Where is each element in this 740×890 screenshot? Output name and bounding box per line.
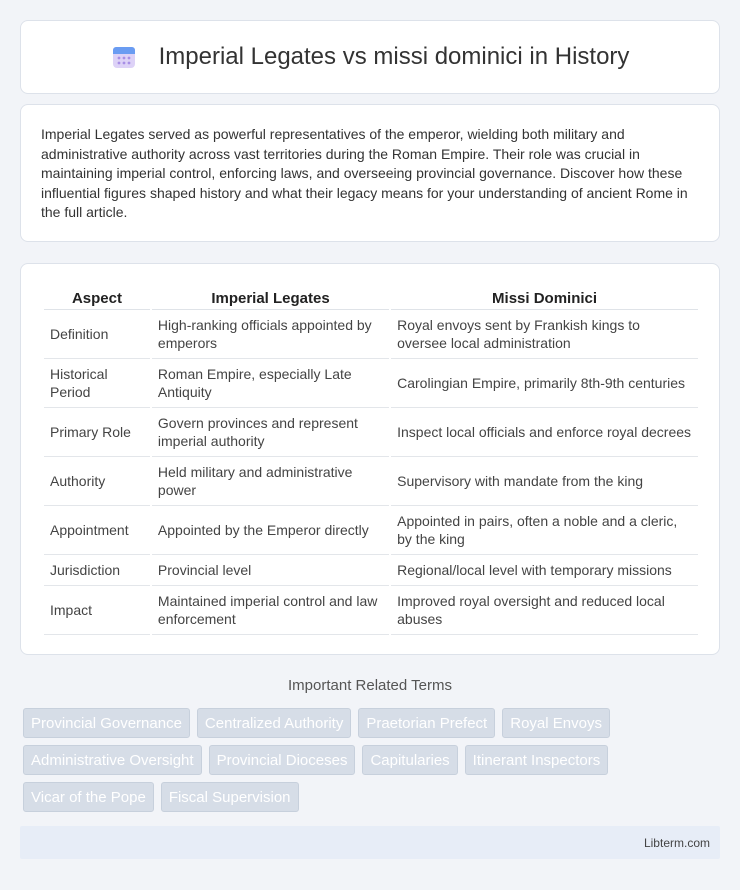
calendar-icon bbox=[111, 44, 137, 70]
table-row bbox=[44, 555, 698, 586]
table-header-row bbox=[44, 284, 698, 310]
table-row bbox=[44, 586, 698, 635]
tag-itinerant-inspectors[interactable]: Itinerant Inspectors bbox=[465, 745, 609, 775]
row-aspect: Historical Period bbox=[44, 359, 150, 408]
page-title: Imperial Legates vs missi dominici in History bbox=[158, 43, 630, 70]
row-imperial-legates: Appointed by the Emperor directly bbox=[152, 506, 389, 555]
footer-site-link[interactable]: Libterm.com bbox=[643, 836, 710, 850]
tag-royal-envoys[interactable]: Royal Envoys bbox=[502, 708, 610, 738]
comparison-table-card bbox=[20, 263, 720, 655]
tag-vicar-of-the-pope[interactable]: Vicar of the Pope bbox=[23, 782, 154, 812]
row-imperial-legates: Maintained imperial control and law enforcement bbox=[152, 586, 389, 635]
table-row bbox=[44, 506, 698, 555]
table-row bbox=[44, 408, 698, 457]
row-imperial-legates: Held military and administrative power bbox=[152, 457, 389, 506]
comparison-table bbox=[42, 284, 700, 635]
related-terms-list bbox=[23, 708, 723, 819]
row-missi-dominici: Carolingian Empire, primarily 8th-9th centuries bbox=[391, 359, 698, 408]
tag-praetorian-prefect[interactable]: Praetorian Prefect bbox=[358, 708, 495, 738]
table-row bbox=[44, 457, 698, 506]
row-aspect: Definition bbox=[44, 310, 150, 359]
tag-fiscal-supervision[interactable]: Fiscal Supervision bbox=[161, 782, 299, 812]
table-row bbox=[44, 310, 698, 359]
row-imperial-legates: High-ranking officials appointed by emperors bbox=[152, 310, 389, 359]
row-missi-dominici: Appointed in pairs, often a noble and a cleric, by the king bbox=[391, 506, 698, 555]
tag-provincial-dioceses[interactable]: Provincial Dioceses bbox=[209, 745, 356, 775]
row-missi-dominici: Inspect local officials and enforce royal decrees bbox=[391, 408, 698, 457]
header-card bbox=[20, 20, 720, 94]
row-missi-dominici: Regional/local level with temporary missions bbox=[391, 555, 698, 586]
row-aspect: Authority bbox=[44, 457, 150, 506]
row-aspect: Impact bbox=[44, 586, 150, 635]
tag-administrative-oversight[interactable]: Administrative Oversight bbox=[23, 745, 202, 775]
row-imperial-legates: Govern provinces and represent imperial authority bbox=[152, 408, 389, 457]
row-aspect: Jurisdiction bbox=[44, 555, 150, 586]
row-missi-dominici: Royal envoys sent by Frankish kings to oversee local administration bbox=[391, 310, 698, 359]
tag-centralized-authority[interactable]: Centralized Authority bbox=[197, 708, 351, 738]
row-aspect: Primary Role bbox=[44, 408, 150, 457]
header-aspect: Aspect bbox=[44, 284, 150, 310]
intro-card bbox=[20, 104, 720, 242]
row-imperial-legates: Roman Empire, especially Late Antiquity bbox=[152, 359, 389, 408]
tag-capitularies[interactable]: Capitularies bbox=[362, 745, 457, 775]
row-missi-dominici: Supervisory with mandate from the king bbox=[391, 457, 698, 506]
header-imperial-legates: Imperial Legates bbox=[152, 284, 389, 310]
row-missi-dominici: Improved royal oversight and reduced local abuses bbox=[391, 586, 698, 635]
footer bbox=[20, 826, 720, 859]
related-terms-title: Important Related Terms bbox=[288, 677, 452, 694]
intro-paragraph: Imperial Legates served as powerful representatives of the emperor, wielding both military and administrative authority across vast territories during the Roman Empire. Their role was crucial in maintaining imperial control, enforcing laws, and overseeing provincial governance. Discover how these influential figures shaped history and what their legacy means for your understanding of ancient Rome in the full article. bbox=[41, 126, 688, 221]
header-missi-dominici: Missi Dominici bbox=[391, 284, 698, 310]
row-aspect: Appointment bbox=[44, 506, 150, 555]
tag-provincial-governance[interactable]: Provincial Governance bbox=[23, 708, 190, 738]
table-row bbox=[44, 359, 698, 408]
row-imperial-legates: Provincial level bbox=[152, 555, 389, 586]
